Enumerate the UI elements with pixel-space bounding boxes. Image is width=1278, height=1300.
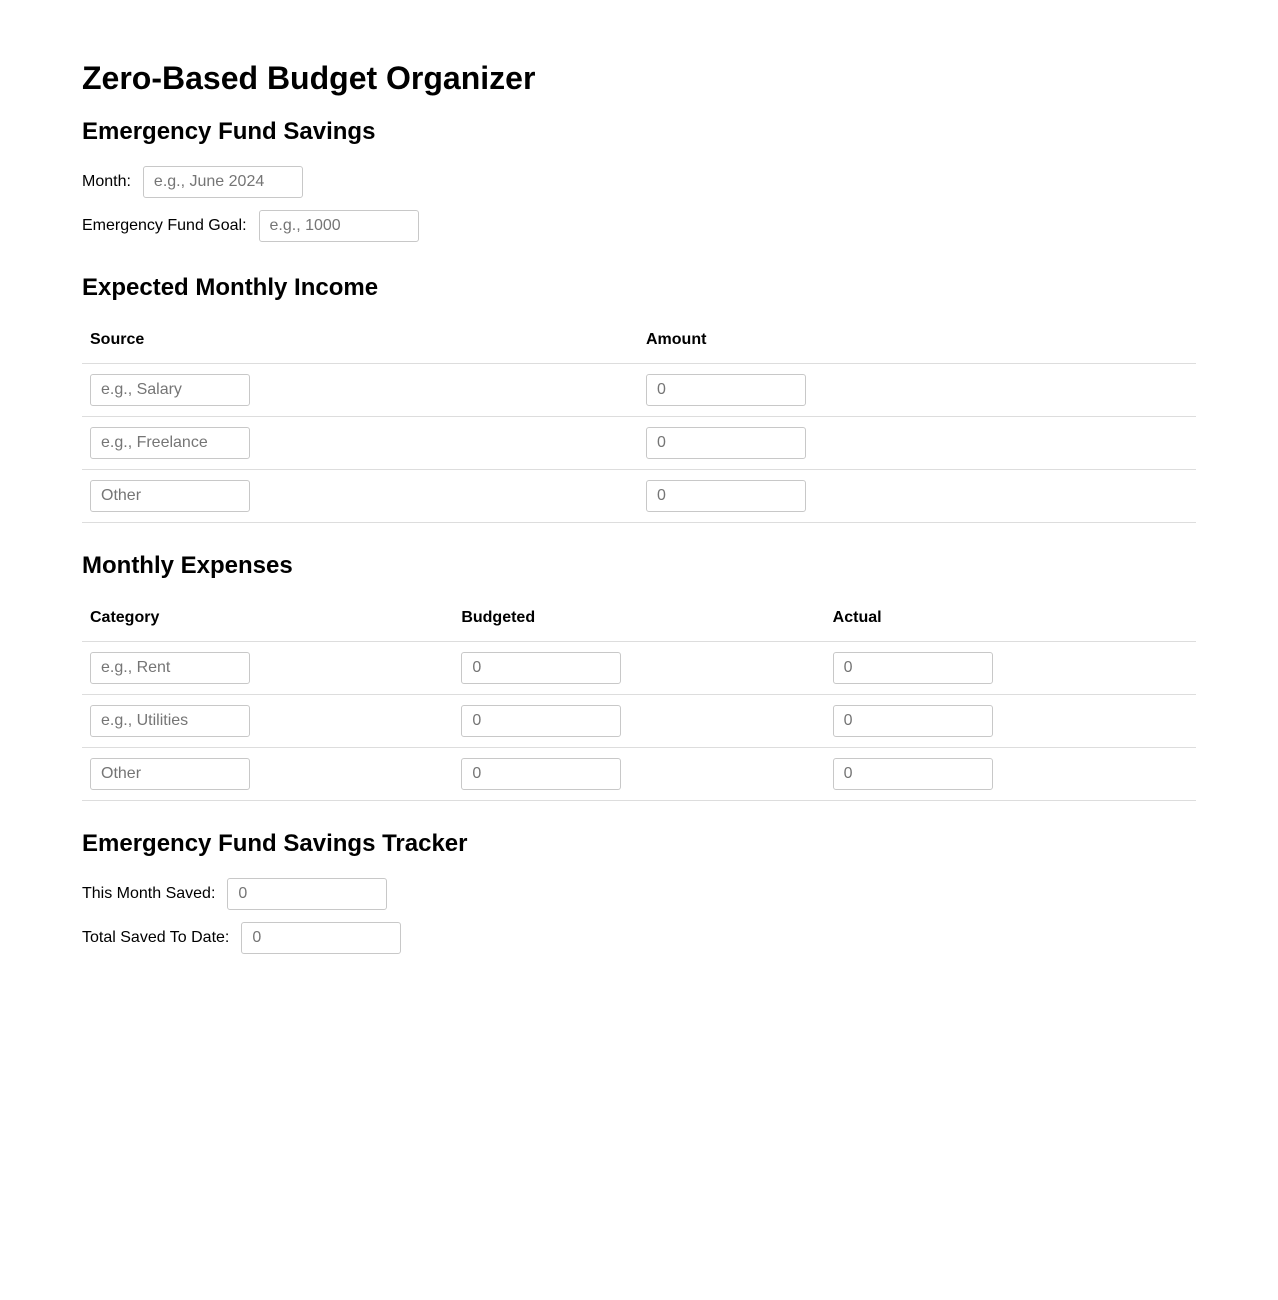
expense-category-input[interactable] — [90, 705, 250, 737]
expense-row — [82, 641, 1196, 694]
expense-budgeted-input[interactable] — [461, 758, 621, 790]
expense-category-input[interactable] — [90, 758, 250, 790]
income-heading: Expected Monthly Income — [82, 274, 379, 301]
emergency-fund-heading: Emergency Fund Savings — [82, 118, 376, 145]
column-header-budgeted: Budgeted — [453, 596, 824, 641]
this-month-saved-input[interactable] — [227, 878, 387, 910]
income-source-input[interactable] — [90, 374, 250, 406]
expenses-header-row — [82, 596, 1196, 641]
total-saved-row — [82, 922, 401, 954]
tracker-heading: Emergency Fund Savings Tracker — [82, 830, 468, 857]
expense-budgeted-input[interactable] — [461, 652, 621, 684]
month-input[interactable] — [143, 166, 303, 198]
income-source-input[interactable] — [90, 427, 250, 459]
expense-actual-input[interactable] — [833, 758, 993, 790]
income-header-row — [82, 318, 1196, 363]
expense-category-input[interactable] — [90, 652, 250, 684]
total-saved-input[interactable] — [241, 922, 401, 954]
income-row — [82, 469, 1196, 522]
total-saved-label: Total Saved To Date: — [82, 929, 230, 946]
goal-field-row — [82, 210, 419, 242]
this-month-saved-row — [82, 878, 387, 910]
income-amount-input[interactable] — [646, 374, 806, 406]
goal-label: Emergency Fund Goal: — [82, 217, 247, 234]
expense-budgeted-input[interactable] — [461, 705, 621, 737]
emergency-fund-goal-input[interactable] — [259, 210, 419, 242]
column-header-category: Category — [82, 596, 453, 641]
column-header-actual: Actual — [825, 596, 1196, 641]
income-amount-input[interactable] — [646, 480, 806, 512]
expenses-table — [82, 596, 1196, 801]
income-row — [82, 416, 1196, 469]
expense-actual-input[interactable] — [833, 705, 993, 737]
month-label: Month: — [82, 173, 131, 190]
this-month-saved-label: This Month Saved: — [82, 885, 216, 902]
expense-actual-input[interactable] — [833, 652, 993, 684]
month-field-row — [82, 166, 303, 198]
income-table — [82, 318, 1196, 523]
expense-row — [82, 747, 1196, 800]
page-title: Zero-Based Budget Organizer — [82, 60, 536, 96]
income-row — [82, 363, 1196, 416]
column-header-source: Source — [82, 318, 638, 363]
income-source-input[interactable] — [90, 480, 250, 512]
expenses-heading: Monthly Expenses — [82, 552, 293, 579]
column-header-amount: Amount — [638, 318, 1196, 363]
income-amount-input[interactable] — [646, 427, 806, 459]
expense-row — [82, 694, 1196, 747]
